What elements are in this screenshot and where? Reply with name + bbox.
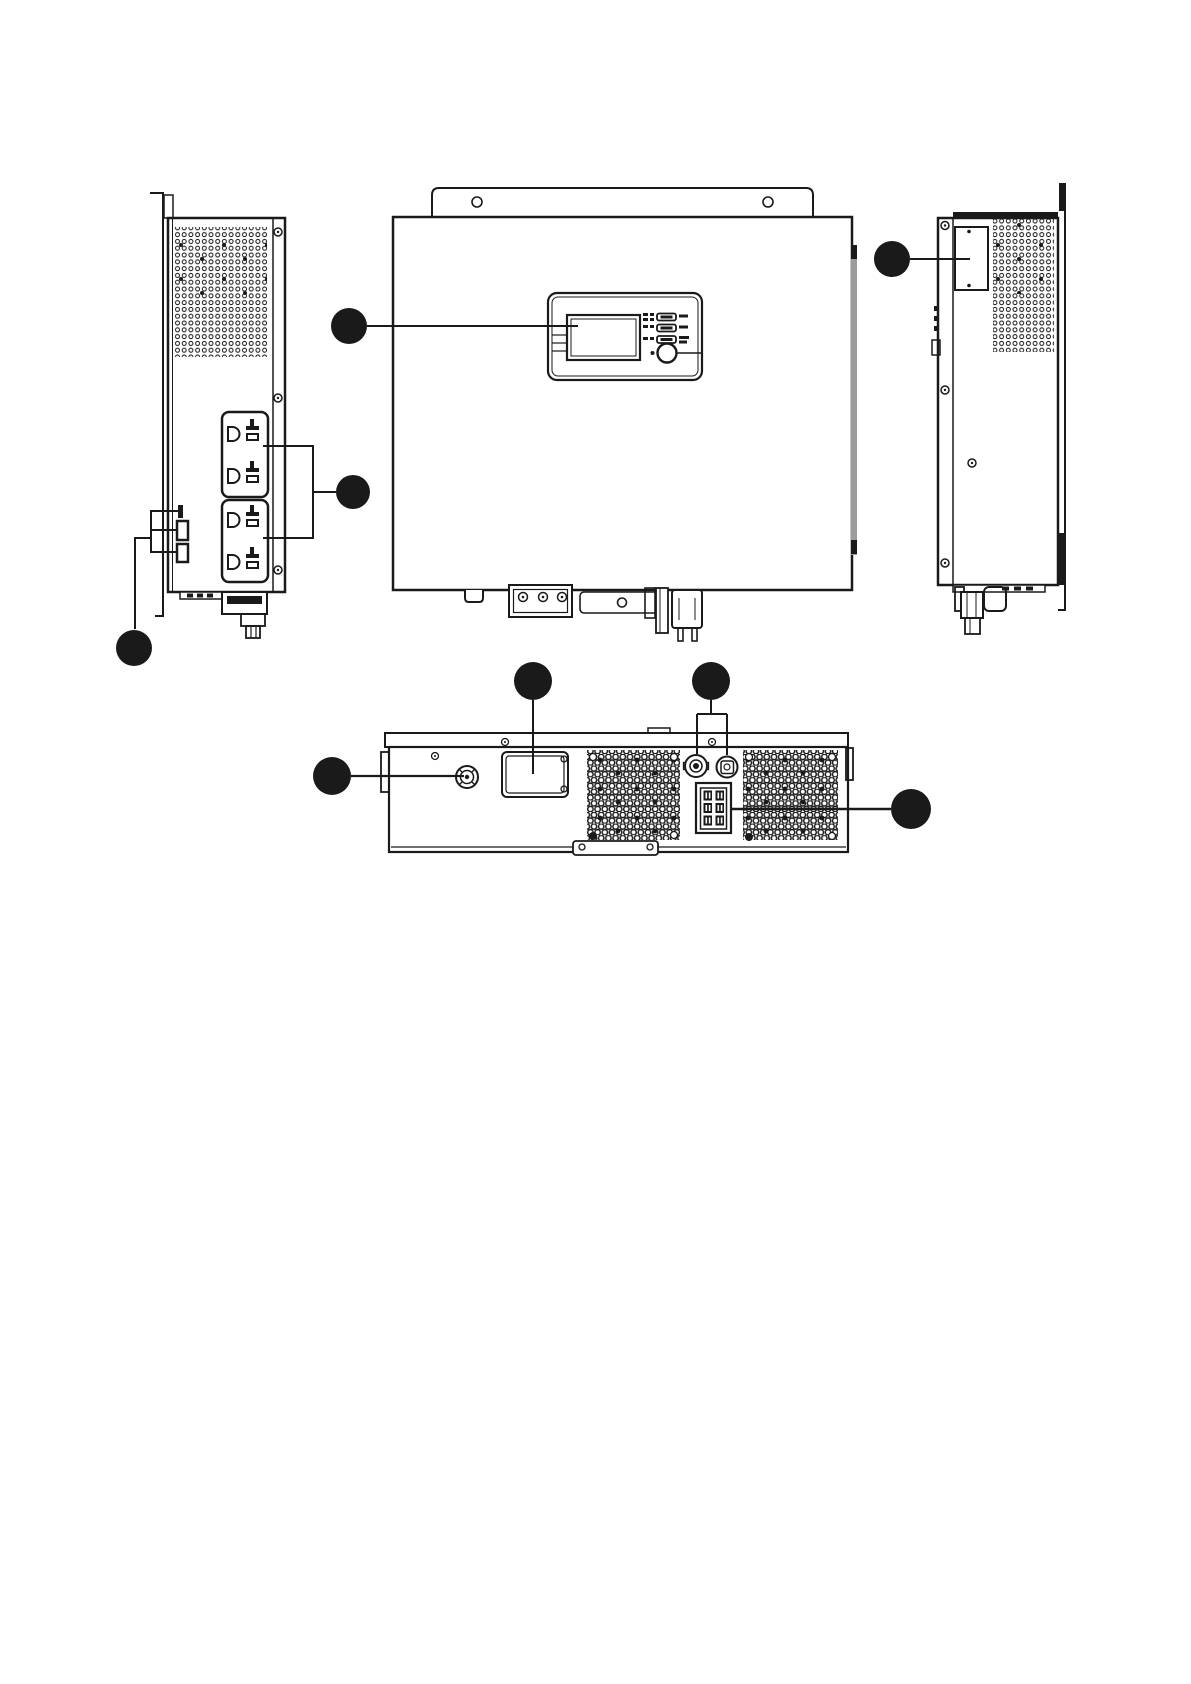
rear-terminal-block[interactable] [696, 783, 731, 833]
callout-rear-plate [514, 662, 552, 700]
right-side-vent-grid [993, 219, 1054, 352]
ac-receptacle-block-1 [222, 412, 268, 497]
ac-receptacle-block-2 [222, 500, 268, 582]
terminal-block-3screw [509, 585, 572, 617]
control-panel [548, 293, 702, 380]
lcd-display [567, 315, 640, 360]
callout-slot-cover [874, 241, 910, 277]
front-panel-view [331, 188, 857, 641]
mounting-bracket [432, 188, 813, 217]
callout-receptacles [336, 475, 370, 509]
cover-plate-with-hole [580, 592, 667, 613]
port-connector [177, 544, 188, 562]
rear-round-connector-b[interactable] [717, 757, 738, 778]
callout-terminal [891, 789, 931, 829]
front-right-edge-strip [851, 245, 857, 555]
front-body [393, 217, 852, 590]
callout-breaker [313, 757, 351, 795]
callout-side-ports [116, 630, 152, 666]
fan-grille-left [587, 750, 680, 840]
callout-round-connectors [692, 662, 730, 700]
port-connector [177, 521, 188, 540]
rear-cover-plate [502, 752, 568, 797]
rear-round-connector-a[interactable] [684, 755, 709, 777]
left-side-vent-grid [174, 227, 267, 357]
rear-top-rail [385, 733, 848, 747]
port-slot [178, 505, 183, 518]
fan-grille-right [743, 750, 838, 841]
rear-bottom-plate [573, 841, 658, 855]
callout-lcd [331, 308, 367, 344]
